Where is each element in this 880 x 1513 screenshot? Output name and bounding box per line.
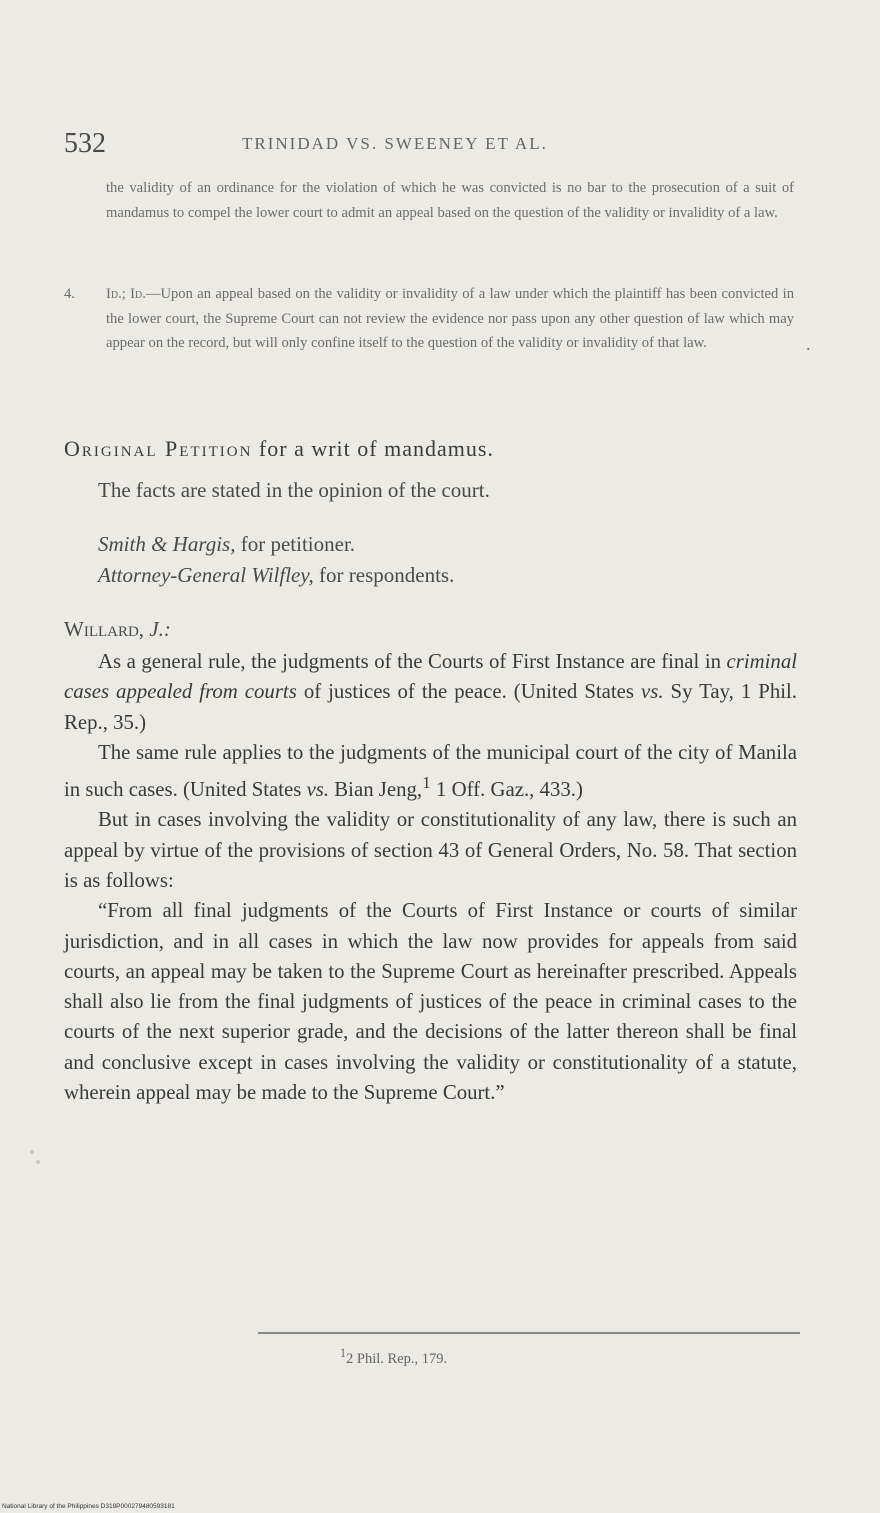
footnote — [340, 1346, 447, 1368]
petition-title: Original Petition — [64, 436, 253, 461]
p2-text-d: 1 Off. Gaz., 433.) — [430, 778, 583, 802]
petition-heading — [64, 436, 494, 462]
footnote-rule — [258, 1332, 800, 1334]
footnote-ref: 1 — [422, 773, 431, 793]
opinion-paragraph-2 — [64, 738, 797, 806]
petitioner-role: for petitioner. — [235, 532, 356, 556]
syllabus-item-4 — [64, 282, 794, 356]
stray-mark: . — [806, 334, 811, 354]
footnote-marker: 1 — [340, 1346, 347, 1360]
respondent-counsel-names: Attorney-General Wilfley, — [98, 563, 314, 587]
syllabus-item-body — [106, 282, 794, 356]
page-header — [64, 128, 804, 168]
petitioner-counsel-names: Smith & Hargis, — [98, 532, 236, 556]
p1-text-c: of justices of the peace. (United States — [296, 680, 642, 704]
respondent-role: for respondents. — [313, 563, 455, 587]
p1-text-a: As a general rule, the judgments of the Courts of First Instance are final in — [98, 650, 727, 673]
judge-title: J.: — [144, 617, 171, 641]
p1-italic-vs: vs. — [641, 680, 664, 704]
p1-text-e: Sy Tay, 1 Phil. Rep., 35.) — [64, 680, 798, 734]
scan-speck — [36, 1160, 40, 1164]
counsel-respondent — [98, 563, 454, 588]
petition-rest: for a writ of mandamus. — [252, 436, 494, 461]
judge-line — [64, 617, 171, 642]
facts-statement: The facts are stated in the opinion of the court. — [98, 478, 490, 502]
syllabus-item-number: 4. — [64, 286, 75, 302]
p2-text-c: Bian Jeng, — [329, 778, 423, 802]
scan-caption: National Library of the Philippines D319P000279480593181 — [2, 1503, 175, 1510]
page-number: 532 — [64, 128, 106, 159]
counsel-petitioner — [98, 532, 355, 557]
syllabus-continuation: the validity of an ordinance for the violation of which he was convicted is no bar to the prosecution of a suit of mandamus to compel the lower court to admit an appeal based on the question of the validity or invalidity of a law. — [106, 180, 794, 221]
syllabus-item-text: —Upon an appeal based on the validity or invalidity of a law under which the plaintiff has been convicted in the lower court, the Supreme Court can not review the evidence nor pass upon any other question of law which may appear on the record, but will only confine itself to the question of the validity or invalidity of that law. — [106, 286, 794, 351]
running-head: TRINIDAD VS. SWEENEY ET AL. — [242, 134, 548, 153]
p2-text-a: The same rule applies to the judgments of the municipal court of the city of Manila in such cases. (United States — [64, 740, 797, 802]
judge-name: Willard, — [64, 617, 145, 641]
opinion-paragraph-3: But in cases involving the validity or constitutionality of any law, there is such an appeal by virtue of the provisions of section 43 of General Orders, No. 58. That section is as follows: — [64, 808, 797, 892]
opinion-paragraph-1 — [64, 647, 797, 738]
scan-speck — [30, 1150, 34, 1154]
p2-italic-vs: vs. — [306, 778, 330, 802]
syllabus-item-label: Id.; Id. — [106, 286, 146, 302]
footnote-text: 2 Phil. Rep., 179. — [346, 1350, 448, 1367]
p1-italic-b: criminal cases appealed from courts — [64, 650, 797, 704]
opinion-body — [64, 647, 797, 1108]
opinion-paragraph-4: “From all final judgments of the Courts of First Instance or courts of similar jurisdiction, and in all cases in which the law now provides for appeals from said courts, an appeal may be taken to the Supreme Court as hereinafter prescribed. Appeals shall also lie from the final judgments of justices of the peace in criminal cases to the courts of the next superior grade, and the decisions of the latter thereon shall be final and conclusive except in cases involving the validity or constitutionality of a statute, wherein appeal may be made to the Supreme Court.” — [64, 899, 797, 1105]
